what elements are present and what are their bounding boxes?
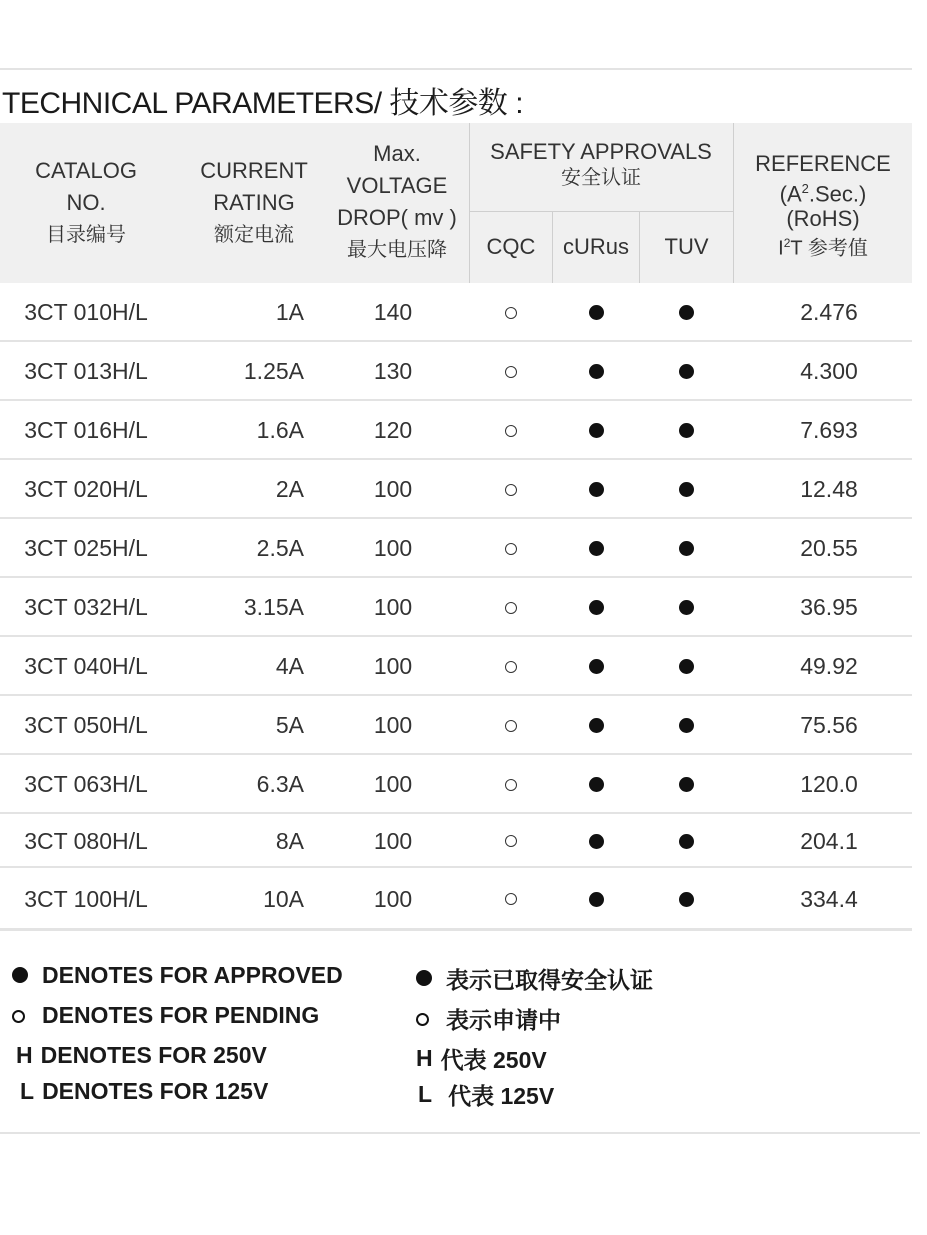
cqc-cell — [470, 283, 552, 342]
header-current-line1: CURRENT — [200, 158, 308, 183]
header-current-cn: 额定电流 — [214, 224, 294, 246]
curus-cell — [553, 868, 639, 930]
header-reference-line1: REFERENCE — [755, 151, 891, 176]
header-reference-cn: T 参考值 — [790, 237, 868, 260]
header-voltage-line1: Max. — [373, 141, 421, 166]
catalog-cell: 3CT 020H/L — [24, 476, 148, 502]
open-circle-icon — [505, 779, 517, 791]
voltage-drop-cell: 100 — [373, 712, 413, 738]
filled-dot-icon — [589, 892, 604, 907]
legend-approved-cn — [416, 962, 653, 995]
legend-approved-cn-text: 表示已取得安全认证 — [446, 967, 653, 993]
header-current — [172, 155, 336, 251]
voltage-drop-cell: 100 — [373, 827, 413, 854]
filled-dot-icon — [12, 962, 34, 989]
open-circle-icon — [505, 720, 517, 732]
filled-dot-icon — [589, 718, 604, 733]
open-circle-icon — [505, 835, 517, 847]
i2t-cell: 75.56 — [800, 712, 858, 738]
cqc-cell — [470, 460, 552, 519]
filled-dot-icon — [589, 541, 604, 556]
i2t-cell: 334.4 — [800, 885, 858, 912]
table-row — [0, 342, 912, 401]
header-reference-sup: 2 — [801, 181, 809, 196]
header-reference-i: I — [778, 237, 784, 260]
filled-dot-icon — [679, 892, 694, 907]
curus-cell — [553, 755, 639, 814]
header-safety-approvals — [469, 139, 733, 191]
current-cell: 8A — [275, 827, 304, 854]
curus-cell — [553, 401, 639, 460]
current-cell: 2A — [275, 476, 304, 502]
curus-cell — [553, 519, 639, 578]
i2t-cell: 49.92 — [800, 653, 858, 679]
filled-dot-icon — [679, 834, 694, 849]
filled-dot-icon — [589, 482, 604, 497]
legend-h-cn — [416, 1042, 547, 1075]
header-reference-a: (A — [779, 181, 802, 207]
open-circle-icon — [505, 484, 517, 496]
tuv-cell — [640, 342, 733, 401]
filled-dot-icon — [679, 718, 694, 733]
i2t-cell: 2.476 — [800, 299, 858, 325]
header-reference-rohs: (RoHS) — [786, 206, 860, 232]
voltage-drop-cell: 100 — [373, 885, 413, 912]
cqc-cell — [470, 696, 552, 755]
voltage-drop-cell: 120 — [373, 417, 413, 443]
bottom-divider — [0, 1132, 920, 1134]
table-row — [0, 578, 912, 637]
legend-h-text: DENOTES FOR 250V — [40, 1042, 267, 1068]
legend-pending-text: DENOTES FOR PENDING — [42, 1002, 320, 1028]
header-curus: cURus — [562, 234, 629, 259]
filled-dot-icon — [679, 659, 694, 674]
open-circle-icon — [505, 307, 517, 319]
open-circle-icon — [505, 543, 517, 555]
header-catalog — [0, 155, 172, 251]
legend-pending-cn — [416, 1002, 561, 1035]
legend-l-cn — [418, 1078, 554, 1111]
curus-cell — [553, 460, 639, 519]
filled-dot-icon — [679, 541, 694, 556]
current-cell: 1A — [275, 299, 304, 325]
current-cell: 10A — [263, 885, 304, 912]
header-reference-line4 — [734, 231, 912, 262]
legend-approved — [12, 962, 343, 989]
voltage-drop-cell: 100 — [373, 476, 413, 502]
current-cell: 6.3A — [256, 771, 304, 797]
header-divider — [469, 211, 733, 212]
curus-cell — [553, 578, 639, 637]
header-reference-line2 — [734, 176, 912, 206]
legend-approved-text: DENOTES FOR APPROVED — [42, 962, 343, 988]
top-divider — [0, 68, 912, 70]
table-header — [0, 123, 912, 283]
filled-dot-icon — [589, 423, 604, 438]
current-cell: 2.5A — [256, 535, 304, 561]
legend-h — [16, 1042, 267, 1069]
catalog-cell: 3CT 025H/L — [24, 535, 148, 561]
table-row — [0, 755, 912, 814]
header-voltage-drop — [330, 138, 464, 266]
table-row — [0, 401, 912, 460]
i2t-cell: 7.693 — [800, 417, 858, 443]
header-reference-sup2: 2 — [783, 236, 791, 251]
catalog-cell: 3CT 040H/L — [24, 653, 148, 679]
open-circle-icon — [505, 366, 517, 378]
filled-dot-icon — [589, 659, 604, 674]
filled-dot-icon — [679, 423, 694, 438]
filled-dot-icon — [589, 600, 604, 615]
cqc-cell — [470, 401, 552, 460]
header-catalog-cn: 目录编号 — [46, 224, 126, 246]
page-title: TECHNICAL PARAMETERS/ 技术参数 : — [2, 87, 524, 120]
curus-cell — [553, 342, 639, 401]
header-reference — [734, 151, 912, 262]
i2t-cell: 204.1 — [800, 827, 858, 854]
legend-h-cn-text: 代表 250V — [440, 1047, 547, 1073]
catalog-cell: 3CT 032H/L — [24, 594, 148, 620]
open-circle-icon — [416, 1005, 438, 1032]
catalog-cell: 3CT 063H/L — [24, 771, 148, 797]
i2t-cell: 120.0 — [800, 771, 858, 797]
current-cell: 1.25A — [243, 358, 304, 384]
filled-dot-icon — [679, 600, 694, 615]
voltage-drop-cell: 100 — [373, 594, 413, 620]
legend-pending — [12, 1002, 319, 1029]
curus-cell — [553, 637, 639, 696]
tuv-cell — [640, 814, 733, 868]
cqc-cell — [470, 519, 552, 578]
i2t-cell: 36.95 — [800, 594, 858, 620]
open-circle-icon — [12, 1002, 34, 1029]
curus-cell — [553, 696, 639, 755]
tuv-cell — [640, 283, 733, 342]
header-tuv: TUV — [664, 234, 709, 259]
cqc-cell — [470, 755, 552, 814]
open-circle-icon — [505, 893, 517, 905]
open-circle-icon — [505, 425, 517, 437]
i2t-cell: 4.300 — [800, 358, 858, 384]
catalog-cell: 3CT 050H/L — [24, 712, 148, 738]
i2t-cell: 12.48 — [800, 476, 858, 502]
filled-dot-icon — [679, 482, 694, 497]
header-safety-cn: 安全认证 — [561, 167, 641, 189]
voltage-drop-cell: 130 — [373, 358, 413, 384]
table-row — [0, 868, 912, 930]
cqc-cell — [470, 868, 552, 930]
catalog-cell: 3CT 013H/L — [24, 358, 148, 384]
current-cell: 4A — [275, 653, 304, 679]
legend-l-letter: L — [418, 1081, 433, 1107]
voltage-drop-cell: 100 — [373, 653, 413, 679]
i2t-cell: 20.55 — [800, 535, 858, 561]
filled-dot-icon — [416, 965, 438, 992]
filled-dot-icon — [589, 777, 604, 792]
filled-dot-icon — [679, 305, 694, 320]
catalog-cell: 3CT 010H/L — [24, 299, 148, 325]
voltage-drop-cell: 100 — [373, 771, 413, 797]
filled-dot-icon — [589, 364, 604, 379]
header-voltage-line2: VOLTAGE — [346, 173, 448, 198]
cqc-cell — [470, 342, 552, 401]
legend-h-letter: H — [16, 1042, 33, 1068]
tuv-cell — [640, 401, 733, 460]
cqc-cell — [470, 814, 552, 868]
filled-dot-icon — [589, 305, 604, 320]
legend-l-text: DENOTES FOR 125V — [42, 1078, 269, 1104]
header-safety-en: SAFETY APPROVALS — [490, 139, 712, 164]
filled-dot-icon — [589, 834, 604, 849]
curus-cell — [553, 283, 639, 342]
tuv-cell — [640, 460, 733, 519]
header-catalog-line2: NO. — [66, 190, 106, 215]
legend-l — [20, 1078, 268, 1105]
table-row — [0, 814, 912, 868]
current-cell: 1.6A — [256, 417, 304, 443]
cqc-cell — [470, 637, 552, 696]
tuv-cell — [640, 868, 733, 930]
current-cell: 5A — [275, 712, 304, 738]
legend-l-letter: L — [20, 1078, 35, 1104]
header-catalog-line1: CATALOG — [35, 158, 137, 183]
table-row — [0, 696, 912, 755]
table-row — [0, 637, 912, 696]
catalog-cell: 3CT 100H/L — [24, 885, 148, 912]
open-circle-icon — [505, 602, 517, 614]
legend-pending-cn-text: 表示申请中 — [446, 1007, 561, 1033]
header-voltage-line3: DROP( mv ) — [337, 205, 457, 230]
filled-dot-icon — [679, 364, 694, 379]
tuv-cell — [640, 637, 733, 696]
open-circle-icon — [505, 661, 517, 673]
header-cqc: CQC — [486, 234, 536, 259]
legend-divider — [0, 929, 912, 931]
header-reference-sec: .Sec.) — [808, 181, 867, 207]
legend-l-cn-text: 代表 125V — [448, 1083, 555, 1109]
table-row — [0, 460, 912, 519]
voltage-drop-cell: 140 — [373, 299, 413, 325]
header-voltage-cn: 最大电压降 — [347, 239, 447, 261]
tuv-cell — [640, 696, 733, 755]
tuv-cell — [640, 755, 733, 814]
table-row — [0, 283, 912, 342]
header-current-line2: RATING — [213, 190, 295, 215]
table-row — [0, 519, 912, 578]
catalog-cell: 3CT 080H/L — [24, 827, 148, 854]
tuv-cell — [640, 578, 733, 637]
legend-h-letter: H — [416, 1045, 433, 1071]
cqc-cell — [470, 578, 552, 637]
filled-dot-icon — [679, 777, 694, 792]
current-cell: 3.15A — [243, 594, 304, 620]
catalog-cell: 3CT 016H/L — [24, 417, 148, 443]
curus-cell — [553, 814, 639, 868]
tuv-cell — [640, 519, 733, 578]
voltage-drop-cell: 100 — [373, 535, 413, 561]
